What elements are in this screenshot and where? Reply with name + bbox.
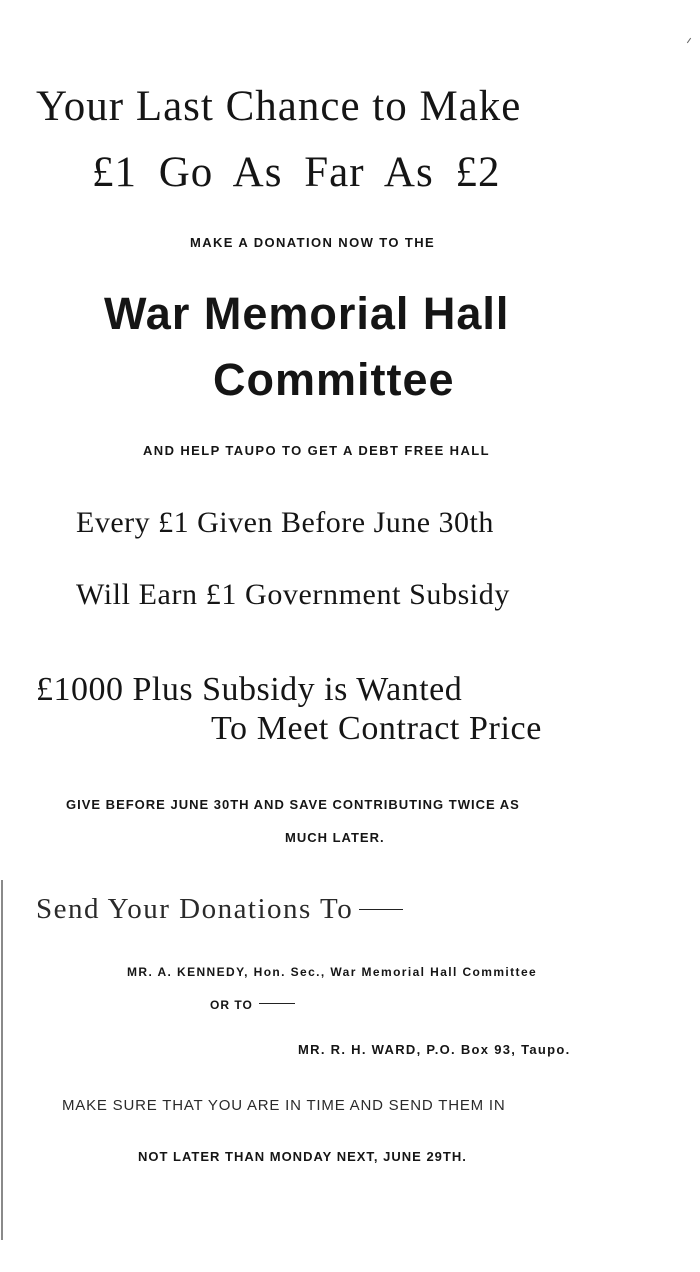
send-heading-text: Send Your Donations To	[36, 893, 354, 925]
deadline-line-2: NOT LATER THAN MONDAY NEXT, JUNE 29TH.	[138, 1149, 467, 1164]
send-heading-dash	[359, 909, 403, 910]
secondary-address: MR. R. H. WARD, P.O. Box 93, Taupo.	[298, 1042, 571, 1057]
urge-line-1: GIVE BEFORE JUNE 30TH AND SAVE CONTRIBUTING TWICE AS	[66, 797, 520, 812]
headline-line-2: £1 Go As Far As £2	[92, 149, 501, 196]
offer-line-1: Every £1 Given Before June 30th	[76, 506, 494, 539]
wanted-line-1: £1000 Plus Subsidy is Wanted	[36, 671, 463, 708]
send-heading	[36, 893, 403, 926]
deadline-line-1: MAKE SURE THAT YOU ARE IN TIME AND SEND THEM IN	[62, 1097, 506, 1114]
headline-line-1: Your Last Chance to Make	[36, 83, 522, 130]
primary-address: MR. A. KENNEDY, Hon. Sec., War Memorial Hall Committee	[127, 965, 538, 979]
wanted-line-2: To Meet Contract Price	[211, 710, 542, 747]
or-to-label	[210, 998, 295, 1012]
intro-text: MAKE A DONATION NOW TO THE	[190, 235, 436, 250]
purpose-text: AND HELP TAUPO TO GET A DEBT FREE HALL	[143, 443, 490, 458]
offer-line-2: Will Earn £1 Government Subsidy	[76, 578, 511, 611]
or-to-text: OR TO	[210, 998, 253, 1012]
left-margin-rule	[1, 880, 3, 1240]
corner-mark	[687, 38, 691, 43]
organization-line-2: Committee	[213, 354, 455, 405]
organization-line-1: War Memorial Hall	[104, 288, 510, 339]
urge-line-2: MUCH LATER.	[285, 830, 385, 845]
or-to-dash	[259, 1003, 295, 1004]
